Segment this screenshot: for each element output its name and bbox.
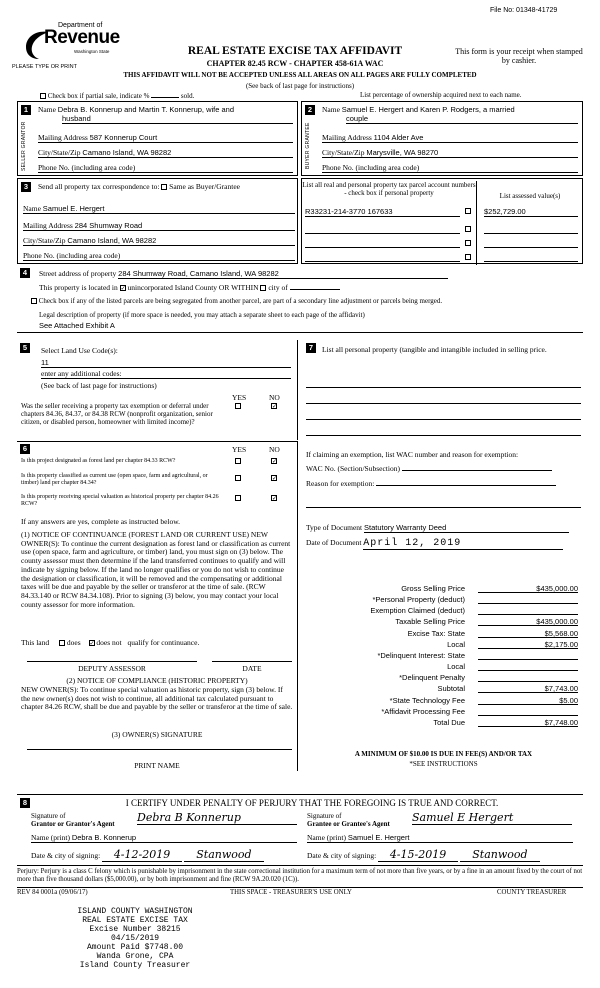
grantor-date-value[interactable]: 4-12-2019 <box>102 848 182 862</box>
personal-property-label: List all personal property (tangible and intangible included in selling price. <box>322 345 547 354</box>
partial-sale-checkbox[interactable] <box>40 93 46 99</box>
historic-no-checkbox[interactable]: ✓ <box>272 495 278 502</box>
seller-city-value: Camano Island, WA 98282 <box>82 148 172 157</box>
qualify-row <box>21 638 293 647</box>
calc-row <box>300 606 583 617</box>
legal-description-value[interactable]: See Attached Exhibit A <box>39 321 115 330</box>
same-as-buyer-checkbox[interactable] <box>161 184 167 190</box>
unincorporated-checkbox[interactable]: ✓ <box>120 285 126 293</box>
seller-grantor-label: SELLER GRANTOR <box>21 121 27 171</box>
calc-row <box>300 707 583 718</box>
unincorporated-label: unincorporated Island County OR WITHIN <box>127 283 259 292</box>
doc-date-label: Date of Document <box>306 538 362 547</box>
tax-name-field[interactable] <box>23 204 295 214</box>
doc-type-row <box>306 523 581 533</box>
doc-type-value[interactable]: Statutory Warranty Deed <box>364 523 569 533</box>
street-address-row <box>39 269 579 279</box>
parcel-row-1[interactable] <box>305 207 460 217</box>
compliance-title: (2) NOTICE OF COMPLIANCE (HISTORIC PROPERTY) <box>66 676 248 685</box>
minimum-fee-note: A MINIMUM OF $10.00 IS DUE IN FEE(S) AND/OR TAX <box>354 750 533 758</box>
stamp-line: Amount Paid $7748.00 <box>86 943 183 952</box>
calc-row-value[interactable]: $435,000.00 <box>478 617 578 626</box>
partial-sale-row <box>40 91 560 100</box>
section-3-tax-correspondence <box>17 178 298 264</box>
located-label: This property is located in <box>39 283 118 292</box>
seller-mailing-value: 587 Konnerup Court <box>89 133 158 142</box>
grantee-signature[interactable]: Samuel E Hergert <box>412 811 572 825</box>
buyer-mailing-value: 1104 Alder Ave <box>373 133 424 142</box>
calc-row-value[interactable]: $2,175.00 <box>478 640 578 649</box>
calc-row <box>300 640 583 651</box>
calc-row-label: Local <box>447 662 465 672</box>
perjury-statement: Perjury: Perjury is a class C felony which is punishable by imprisonment in the state correctional institution for a maximum term of not more than five years, or by a fine in an amount fixed by the court of not more than five thousand dollars ($5,000.00), or by both imprisonment and fine (RCW 9A.20.020 (1C)). <box>17 868 583 883</box>
tax-mailing-value: 284 Shumway Road <box>74 221 143 230</box>
assessed-header: List assessed value(s) <box>499 192 561 200</box>
current-use-question: Is this property classified as current use (open space, farm and agricultural, or timber) land per chapter 84.34? <box>21 473 208 486</box>
calc-row-label: Taxable Selling Price <box>395 617 465 627</box>
grantor-date-label: Date & city of signing: <box>31 851 101 860</box>
buyer-city-label: City/State/Zip <box>322 148 365 157</box>
exemption-no-checkbox[interactable]: ✓ <box>272 403 278 410</box>
form-title: REAL ESTATE EXCISE TAX AFFIDAVIT <box>187 45 403 57</box>
parcel-row-3-checkbox[interactable] <box>465 240 471 246</box>
section-7-number: 7 <box>306 343 316 353</box>
segregated-note: Check box if any of the listed parcels are being segregated from another parcel, are part of a secondary line adjustment or parcels being merged. <box>38 297 443 305</box>
grantor-signature[interactable]: Debra B Konnerup <box>137 811 297 825</box>
city-of-label: city of <box>268 283 288 292</box>
grantor-sig-label <box>31 812 115 828</box>
grantor-name-label: Name (print) <box>31 833 70 842</box>
calc-row-label: Exemption Claimed (deduct) <box>370 606 465 616</box>
tax-city-label: City/State/Zip <box>23 236 66 245</box>
qualify-label: qualify for continuance. <box>127 638 200 647</box>
does-checkbox[interactable] <box>59 640 65 646</box>
reason-field[interactable] <box>376 479 556 486</box>
calc-row-label: Total Due <box>433 717 465 727</box>
deputy-date-line[interactable] <box>212 654 292 662</box>
seller-name-value-2: husband <box>62 114 293 124</box>
form-subtitle: CHAPTER 82.45 RCW - CHAPTER 458-61A WAC <box>206 59 384 68</box>
calc-row-value[interactable] <box>478 651 578 660</box>
treasurer-use-only: THIS SPACE - TREASURER'S USE ONLY <box>230 889 352 896</box>
section-1-seller <box>17 101 298 176</box>
grantee-sig-label <box>307 812 390 828</box>
section-8-number: 8 <box>20 798 30 808</box>
calc-row-value[interactable]: $5.00 <box>478 696 578 705</box>
compliance-notice: NEW OWNER(S): To continue special valuation as historic property, sign (3) below. If the new owner(s) does not wish to continue, all additional tax calculated pursuant to chapter 84.26 RCW, shall be due and payable by the seller or transferor at the time of sale. <box>21 685 293 712</box>
calc-row-value[interactable]: $7,743.00 <box>478 684 578 693</box>
file-number: File No: 01348-41729 <box>490 7 558 14</box>
seller-name-field[interactable] <box>38 105 293 124</box>
footer-row <box>17 887 583 897</box>
treasurer-stamp <box>60 907 210 970</box>
buyer-grantee-label: BUYER GRANTEE <box>305 122 311 170</box>
segregated-row <box>31 297 581 305</box>
tax-city-field[interactable] <box>23 236 295 246</box>
calc-row-label: Subtotal <box>437 684 465 694</box>
stamp-line: Wanda Grone, CPA <box>96 952 174 961</box>
calc-row <box>300 629 583 640</box>
additional-codes-label: enter any additional codes: <box>41 369 122 378</box>
calc-row <box>300 696 583 707</box>
stamp-line: Island County Treasurer <box>79 961 191 970</box>
parcel-row-4-checkbox[interactable] <box>465 254 471 260</box>
partial-sale-sold: sold. <box>180 92 195 100</box>
dor-state-text: Washington State <box>74 49 110 54</box>
stamp-line: REAL ESTATE EXCISE TAX <box>82 916 188 925</box>
grantee-city-value[interactable]: Stanwood <box>460 848 540 862</box>
legal-description-label: Legal description of property (if more space is needed, you may attach a separate sheet to each page of the affidavit) <box>39 311 365 319</box>
dor-dept-text: Department of <box>58 22 103 29</box>
calc-row-value[interactable] <box>478 595 578 604</box>
percentage-note: List percentage of ownership acquired next to each name. <box>360 91 522 99</box>
assessed-value-4[interactable] <box>484 253 578 262</box>
buyer-city-field[interactable] <box>322 148 578 158</box>
buyer-phone-field[interactable] <box>322 163 578 173</box>
this-land-label: This land <box>21 638 50 647</box>
calc-row <box>300 617 583 628</box>
doc-date-value[interactable]: April 12, 2019 <box>363 538 563 550</box>
personal-property-line-4[interactable] <box>306 428 581 436</box>
personal-property-line-3[interactable] <box>306 412 581 420</box>
section-3-number: 3 <box>21 182 31 192</box>
assessed-value-3[interactable] <box>484 239 578 248</box>
does-label: does <box>66 638 81 647</box>
does-not-label: does not <box>96 638 122 647</box>
deputy-date-label: DATE <box>242 664 262 673</box>
section-6-yes-header: YES <box>232 445 247 454</box>
city-of-field[interactable] <box>290 283 340 290</box>
section-6-number: 6 <box>20 444 30 454</box>
please-type: PLEASE TYPE OR PRINT <box>12 64 78 70</box>
section-2-buyer <box>301 101 583 176</box>
calc-row-label: *Delinquent Interest: State <box>377 650 465 660</box>
section-5-yes-header: YES <box>232 393 247 402</box>
section-4-number: 4 <box>20 268 30 278</box>
calc-row-label: Gross Selling Price <box>401 584 465 593</box>
buyer-mailing-field[interactable] <box>322 133 578 143</box>
wac-claim-label: If claiming an exemption, list WAC number and reason for exemption: <box>306 450 519 459</box>
same-as-buyer-label: Same as Buyer/Grantee <box>169 182 240 191</box>
form-number: REV 84 0001a (09/06/17) <box>17 889 88 896</box>
parcel-list-box <box>301 178 583 264</box>
grantee-name-value: Samuel E. Hergert <box>347 833 410 842</box>
city-checkbox[interactable] <box>260 285 266 291</box>
parcel-row-4[interactable] <box>305 253 460 262</box>
forest-yes-checkbox[interactable] <box>235 458 241 464</box>
section-6-no-header: NO <box>269 445 280 454</box>
land-use-label: Select Land Use Code(s): <box>41 346 118 355</box>
buyer-mailing-label: Mailing Address <box>322 133 372 142</box>
seller-mailing-label: Mailing Address <box>38 133 88 142</box>
grantor-sig-label-b: Grantor or Grantor's Agent <box>31 820 115 828</box>
dor-logo <box>22 22 127 66</box>
stamp-line: 04/15/2019 <box>110 934 159 943</box>
grantee-sig-label-a: Signature of <box>307 812 342 820</box>
buyer-name-field[interactable] <box>322 105 578 124</box>
calc-row-label: *State Technology Fee <box>389 695 465 705</box>
buyer-name-label: Name <box>322 105 340 114</box>
historic-question: Is this property receiving special valuation as historical property per chapter 84.26 RCW? <box>21 494 219 507</box>
seller-city-field[interactable] <box>38 148 293 158</box>
calc-row-value[interactable] <box>478 662 578 671</box>
warning-text: THIS AFFIDAVIT WILL NOT BE ACCEPTED UNLESS ALL AREAS ON ALL PAGES ARE FULLY COMPLETED <box>123 71 477 79</box>
grantor-date-row <box>31 848 297 862</box>
seller-phone-label: Phone No. (including area code) <box>38 163 136 172</box>
additional-codes-field[interactable] <box>41 369 291 379</box>
reason-line-2[interactable] <box>306 500 581 508</box>
calc-row-label: Excise Tax: State <box>407 628 465 638</box>
section-5-no-header: NO <box>269 393 280 402</box>
grantee-date-label: Date & city of signing: <box>307 851 377 860</box>
segregated-checkbox[interactable] <box>31 298 37 304</box>
section-2-number: 2 <box>305 105 315 115</box>
deputy-assessor-label: DEPUTY ASSESSOR <box>78 664 146 673</box>
certify-statement: I CERTIFY UNDER PENALTY OF PERJURY THAT THE FOREGOING IS TRUE AND CORRECT. <box>125 798 499 808</box>
parcel-row-3[interactable] <box>305 239 460 248</box>
tax-name-label: Name <box>23 204 41 213</box>
instructions-note: (See back of last page for instructions) <box>245 82 355 90</box>
tax-mailing-field[interactable] <box>23 221 295 231</box>
forest-no-checkbox[interactable]: ✓ <box>272 458 278 465</box>
seller-phone-field[interactable] <box>38 163 293 173</box>
dor-name-text: Revenue <box>44 27 120 48</box>
calc-row-value[interactable]: $5,568.00 <box>478 629 578 638</box>
grantor-name-value: Debra B. Konnerup <box>71 833 137 842</box>
calc-row <box>300 684 583 695</box>
calc-row-label: Local <box>447 639 465 649</box>
deputy-signature-line[interactable] <box>27 654 197 662</box>
street-address-value[interactable]: 284 Shumway Road, Camano Island, WA 98282 <box>118 269 448 279</box>
continuance-notice: (1) NOTICE OF CONTINUANCE (FOREST LAND OR CURRENT USE) NEW OWNER(S): To continue the current designation as forest land or classification as current use (open space, farm and agriculture, or timber) land, you must sign on (3) below. The county assessor must then determine if the land transferred continues to qualify and will indicate by signing below. If the land no longer qualifies or you do not wish to continue the designation or classification, it will be removed and the compensating or additional taxes will be due and payable by the seller or transferor at the time of sale. (RCW 84.33.140 or RCW 84.34.108). Prior to signing (3) below, you may contact your local county assessor for more information. <box>21 530 291 609</box>
wac-no-field[interactable] <box>402 464 552 471</box>
calc-row <box>300 651 583 662</box>
calc-row <box>300 662 583 673</box>
stamp-line: ISLAND COUNTY WASHINGTON <box>77 907 193 916</box>
parcel-row-2[interactable] <box>305 225 460 234</box>
calc-row-label: *Personal Property (deduct) <box>372 595 465 605</box>
receipt-note: This form is your receipt when stamped by cashier. <box>455 47 583 65</box>
personal-property-line-1[interactable] <box>306 380 581 388</box>
seller-city-label: City/State/Zip <box>38 148 81 157</box>
calc-row <box>300 673 583 684</box>
assessed-value-1[interactable]: $252,729.00 <box>484 207 578 217</box>
wac-no-label: WAC No. (Section/Subsection) <box>306 464 400 473</box>
assessed-value-2[interactable] <box>484 225 578 234</box>
section-8-certification <box>17 794 583 866</box>
partial-sale-percent-field[interactable] <box>151 91 179 98</box>
does-not-checkbox[interactable]: ✓ <box>89 640 95 648</box>
owner-signature-label: (3) OWNER(S) SIGNATURE <box>111 730 203 739</box>
section-6-designations <box>17 441 298 771</box>
buyer-phone-label: Phone No. (including area code) <box>322 163 420 172</box>
seller-name-value: Debra B. Konnerup and Martin T. Konnerup, wife and <box>57 105 235 114</box>
buyer-name-value: Samuel E. Hergert and Karen P. Rodgers, a married <box>341 105 515 114</box>
exemption-yes-checkbox[interactable] <box>235 403 241 409</box>
wac-no-row <box>306 464 581 473</box>
grantee-date-value[interactable]: 4-15-2019 <box>378 848 458 862</box>
grantor-sig-label-a: Signature of <box>31 812 66 820</box>
grantee-name-row[interactable] <box>307 833 573 843</box>
section-1-number: 1 <box>21 105 31 115</box>
doc-date-row <box>306 538 581 550</box>
buyer-name-value-2: couple <box>346 114 578 124</box>
tax-name-value: Samuel E. Hergert <box>42 204 105 213</box>
tax-city-value: Camano Island, WA 98282 <box>67 236 157 245</box>
calc-row-value[interactable] <box>478 606 578 615</box>
parcel-row-1-checkbox[interactable] <box>465 208 471 214</box>
calc-row <box>300 718 583 729</box>
grantor-name-row[interactable] <box>31 833 297 843</box>
reason-label: Reason for exemption: <box>306 479 375 488</box>
section-4-property <box>17 267 583 333</box>
calc-row-value[interactable]: $435,000.00 <box>478 584 578 593</box>
reason-row <box>306 479 581 488</box>
current-use-yes-checkbox[interactable] <box>235 475 241 481</box>
calc-row-value[interactable] <box>478 707 578 716</box>
section-7-sale <box>300 340 583 771</box>
personal-property-line-2[interactable] <box>306 396 581 404</box>
located-row <box>39 283 579 292</box>
forest-land-question: Is this project designated as forest land per chapter 84.33 RCW? <box>21 458 176 464</box>
grantee-date-row <box>307 848 579 862</box>
section-5-number: 5 <box>20 343 30 353</box>
calc-row-value[interactable]: $7,748.00 <box>478 718 578 727</box>
grantee-sig-label-b: Grantee or Grantee's Agent <box>307 820 390 828</box>
if-any-yes-note: If any answers are yes, complete as instructed below. <box>21 517 181 526</box>
parcel-row-2-checkbox[interactable] <box>465 226 471 232</box>
historic-yes-checkbox[interactable] <box>235 495 241 501</box>
seller-mailing-field[interactable] <box>38 133 293 143</box>
section-5-land-use <box>17 340 298 440</box>
grantor-city-value[interactable]: Stanwood <box>184 848 264 862</box>
calc-row <box>300 595 583 606</box>
calc-row-label: *Delinquent Penalty <box>399 673 465 683</box>
stamp-line: Excise Number 38215 <box>89 925 181 934</box>
owner-signature-line[interactable] <box>27 742 292 750</box>
land-use-code[interactable]: 11 <box>41 358 291 368</box>
print-name-label: PRINT NAME <box>134 761 180 770</box>
street-address-label: Street address of property <box>39 269 117 278</box>
land-use-see-back: (See back of last page for instructions) <box>41 381 157 390</box>
buyer-city-value: Marysville, WA 98270 <box>366 148 439 157</box>
tax-phone-label: Phone No. (including area code) <box>23 251 121 260</box>
county-treasurer-label: COUNTY TREASURER <box>497 889 567 896</box>
tax-mailing-label: Mailing Address <box>23 221 73 230</box>
tax-phone-field[interactable] <box>23 251 295 261</box>
partial-sale-label: Check box if partial sale, indicate % <box>47 92 150 100</box>
current-use-no-checkbox[interactable]: ✓ <box>272 475 278 482</box>
seller-name-label: Name <box>38 105 56 114</box>
parcel-number-1: R33231-214-3770 167633 <box>305 207 393 216</box>
calc-row-label: *Affidavit Processing Fee <box>381 706 465 716</box>
grantee-name-label: Name (print) <box>307 833 346 842</box>
parcel-header: List all real and personal property tax parcel account numbers - check box if personal property <box>302 181 477 265</box>
send-correspondence-label: Send all property tax correspondence to: <box>38 182 160 191</box>
calc-row-value[interactable] <box>478 673 578 682</box>
see-instructions-note: *SEE INSTRUCTIONS <box>409 760 478 768</box>
calc-row <box>300 584 583 595</box>
exemption-question: Was the seller receiving a property tax exemption or deferral under chapters 84.36, 84.37, or 84.38 RCW (nonprofit organization, senior citizen, or disabled person, homeowner with limited income)? <box>21 402 213 426</box>
doc-type-label: Type of Document <box>306 523 363 532</box>
send-correspondence-row <box>38 182 296 191</box>
